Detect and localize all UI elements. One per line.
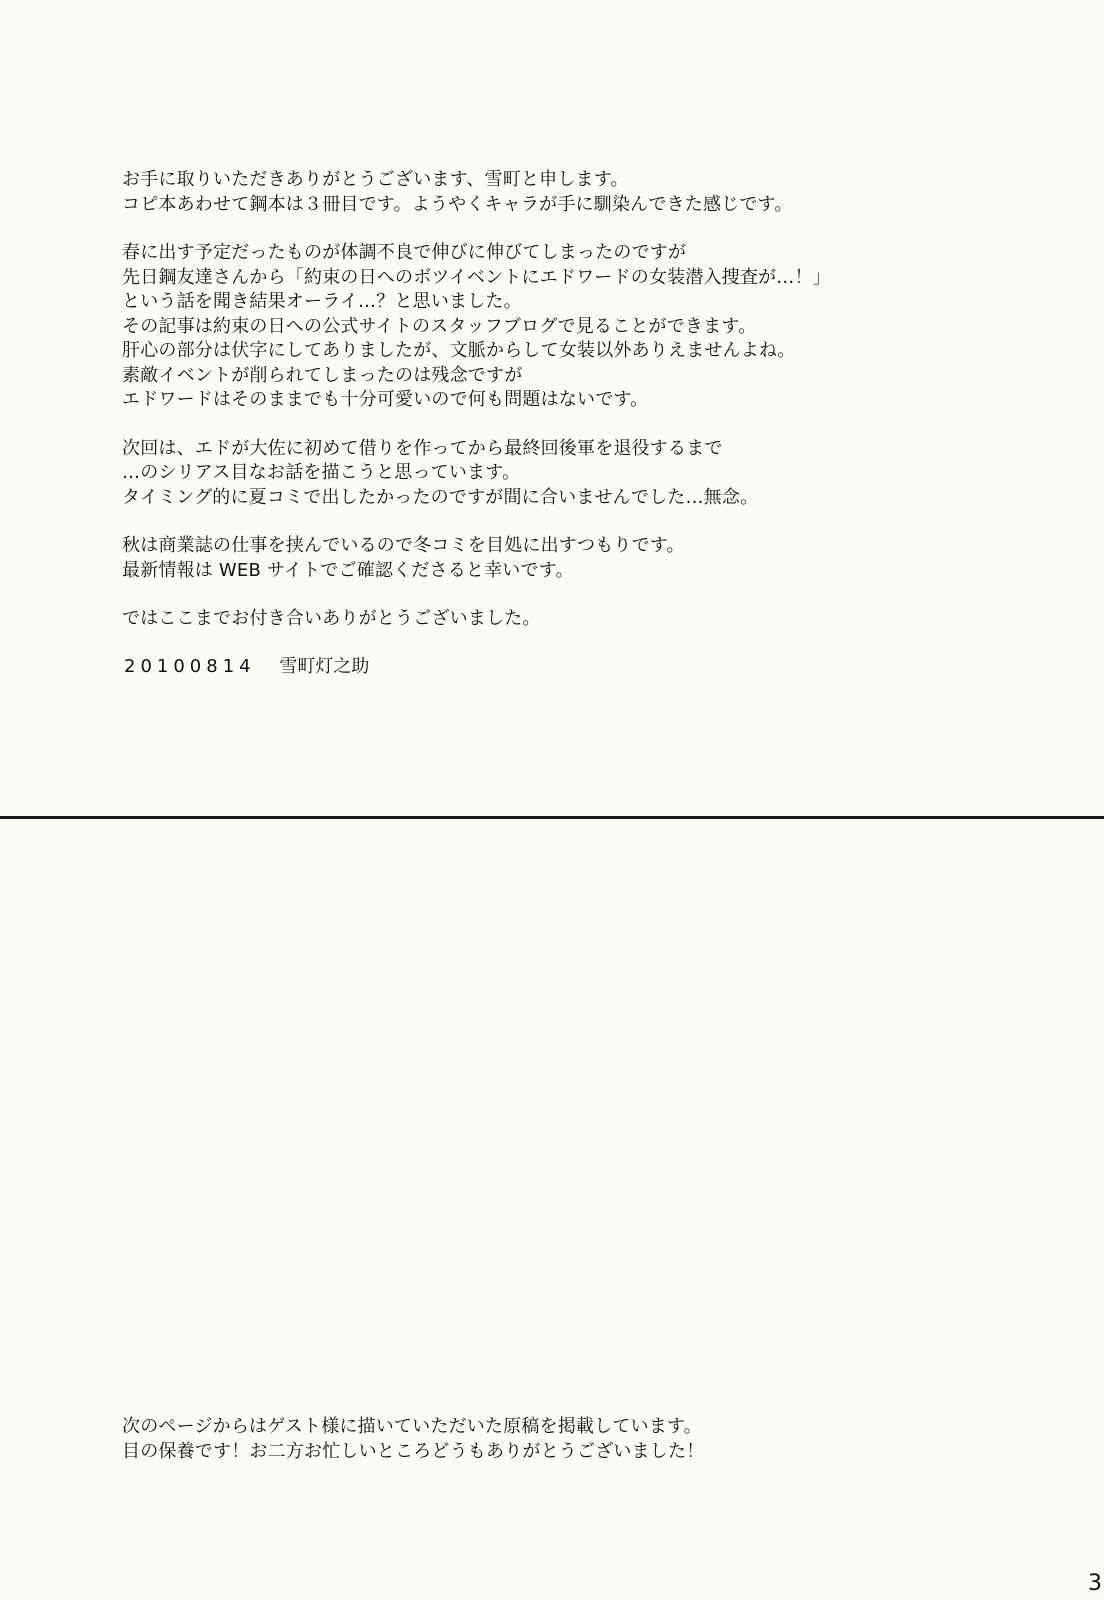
paragraph-schedule <box>122 534 1022 583</box>
signature <box>124 655 369 679</box>
guest-note <box>122 1415 1022 1464</box>
text-line: …のシリアス目なお話を描こうと思っています。 <box>122 462 521 483</box>
text-line: 目の保養です！お二方お忙しいところどうもありがとうございました！ <box>122 1440 705 1462</box>
paragraph-thanks <box>122 607 1022 632</box>
text-line: その記事は約束の日への公式サイトのスタッフブログで見ることができます。 <box>122 315 757 337</box>
text-line: コピ本あわせて鋼本は３冊目です。ようやくキャラが手に馴染んできた感じです。 <box>122 193 793 215</box>
horizontal-divider <box>0 816 1104 819</box>
text-line: ではここまでお付き合いありがとうございました。 <box>122 608 541 629</box>
page-number: 3 <box>1088 1571 1102 1596</box>
signature-date: 20100814 <box>124 656 256 677</box>
text-line: エドワードはそのままでも十分可愛いので何も問題はないです。 <box>122 389 649 410</box>
text-line: お手に取りいただきありがとうございます、雪町と申します。 <box>122 169 629 190</box>
afterword-text <box>122 168 1022 656</box>
text-line: 次回は、エドが大佐に初めて借りを作ってから最終回後軍を退役するまで <box>122 437 723 459</box>
text-line: 最新情報は WEB サイトでご確認くださると幸いです。 <box>122 559 574 581</box>
text-line: タイミング的に夏コミで出したかったのですが間に合いませんでした…無念。 <box>122 486 759 508</box>
paragraph-next-book <box>122 437 1022 511</box>
text-line: 先日鋼友達さんから「約束の日へのボツイベントにエドワードの女装潜入捜査が…！」 <box>122 266 831 288</box>
text-line: という話を聞き結果オーライ…？と思いました。 <box>122 291 522 312</box>
text-line: 肝心の部分は伏字にしてありましたが、文脈からして女装以外ありえませんよね。 <box>122 340 796 361</box>
text-line: 春に出す予定だったものが体調不良で伸びに伸びてしまったのですが <box>122 242 687 263</box>
paragraph-greeting <box>122 168 1022 217</box>
signature-author: 雪町灯之助 <box>279 656 370 677</box>
text-line: 秋は商業誌の仕事を挟んでいるので冬コミを目処に出すつもりです。 <box>122 535 685 556</box>
text-line: 素敵イベントが削られてしまったのは残念ですが <box>122 364 523 386</box>
paragraph-delay <box>122 241 1022 413</box>
text-line: 次のページからはゲスト様に描いていただいた原稿を掲載しています。 <box>122 1416 702 1437</box>
